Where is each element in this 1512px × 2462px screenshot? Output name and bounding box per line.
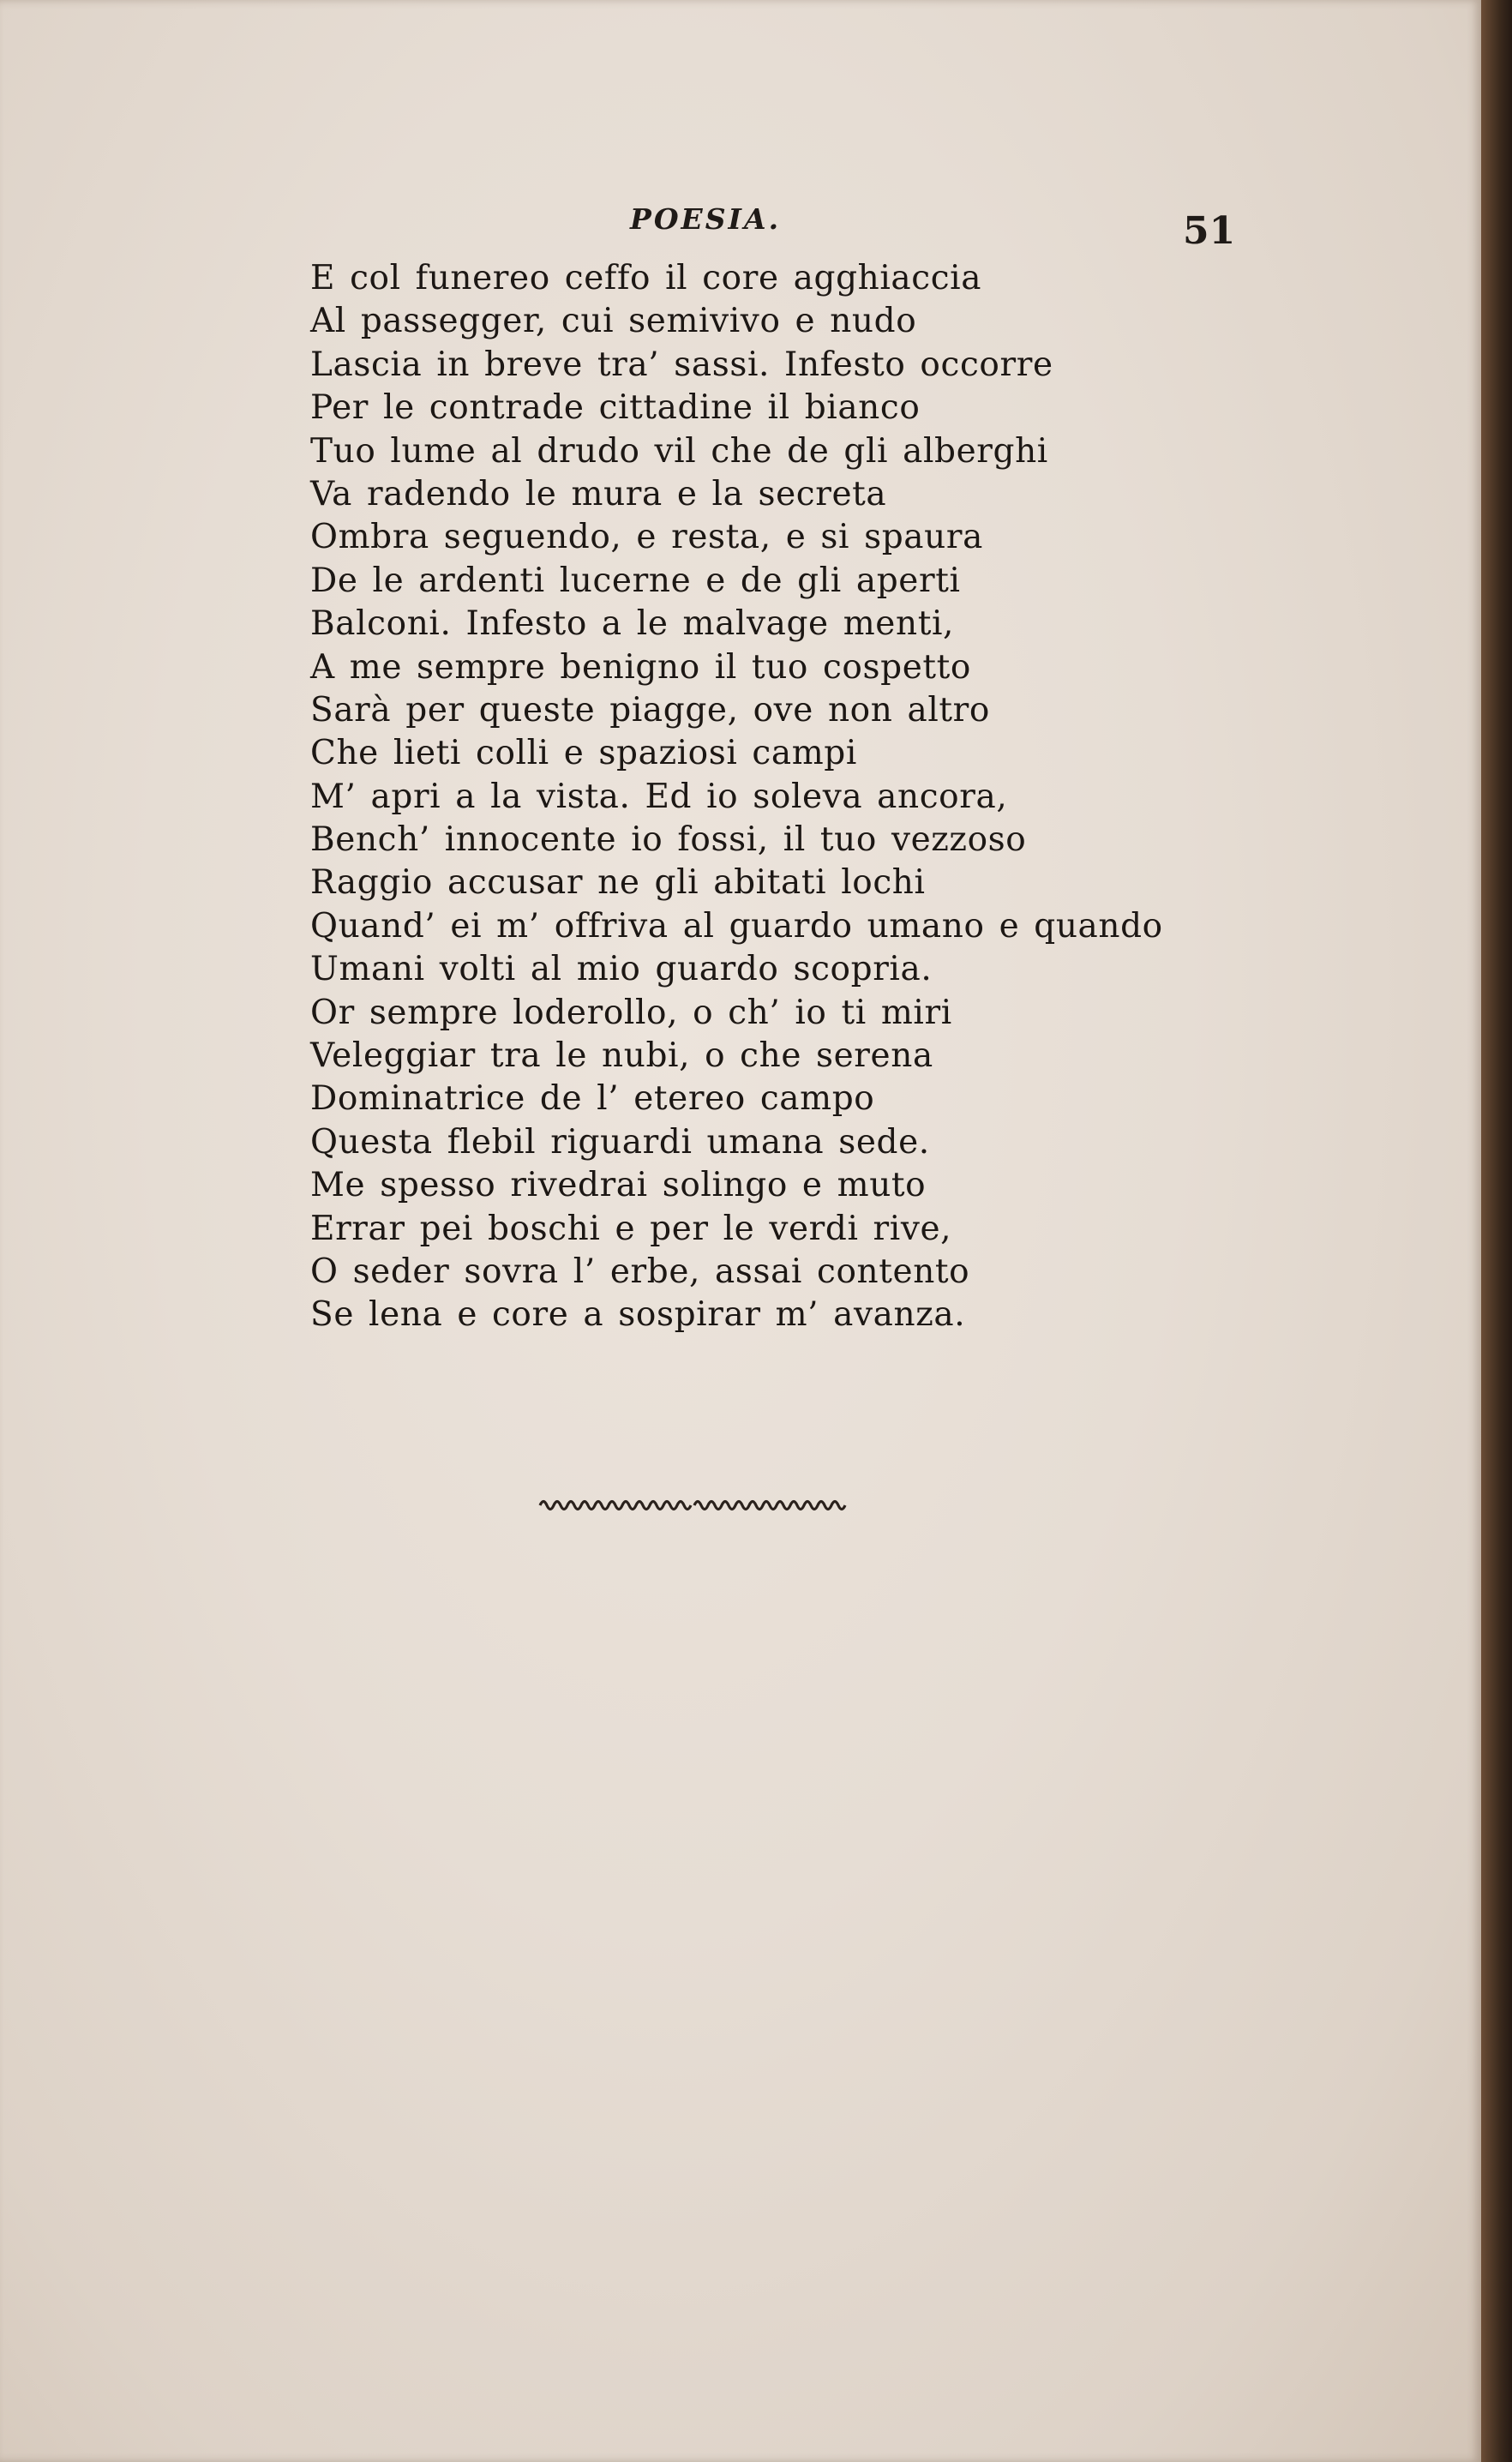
poem-text bbox=[310, 257, 1167, 1337]
poem-line: Errar pei boschi e per le verdi rive, bbox=[310, 1209, 952, 1248]
poem-line: Veleggiar tra le nubi, o che serena bbox=[310, 1036, 933, 1076]
poem-line: Questa flebil riguardi umana sede. bbox=[310, 1122, 930, 1162]
poem-line: Che lieti colli e spaziosi campi bbox=[310, 734, 857, 773]
poem-line: Balconi. Infesto a le malvage menti, bbox=[310, 604, 955, 644]
poem-line: Quand’ ei m’ offriva al guardo umano e quando bbox=[310, 906, 1163, 946]
poem-line: Me spesso rivedrai solingo e muto bbox=[310, 1166, 927, 1205]
book-binding-edge bbox=[1481, 0, 1512, 2462]
running-title: POESIA. bbox=[630, 202, 782, 236]
poem-line: Va radendo le mura e la secreta bbox=[310, 474, 887, 513]
page-number: 51 bbox=[1183, 209, 1236, 253]
poem-line: Or sempre loderollo, o ch’ io ti miri bbox=[310, 993, 952, 1032]
poem-line: Se lena e core a sospirar m’ avanza. bbox=[310, 1295, 966, 1335]
poem-line: M’ apri a la vista. Ed io soleva ancora, bbox=[310, 777, 1008, 816]
poem-line: Ombra seguendo, e resta, e si spaura bbox=[310, 518, 983, 557]
poem-line: Tuo lume al drudo vil che de gli alberghi bbox=[310, 431, 1048, 471]
poem-line: Umani volti al mio guardo scopria. bbox=[310, 950, 933, 989]
poem-line: A me sempre benigno il tuo cospetto bbox=[310, 647, 971, 687]
poem-line: Lascia in breve tra’ sassi. Infesto occorre bbox=[310, 345, 1053, 384]
poem-line: Dominatrice de l’ etereo campo bbox=[310, 1079, 875, 1119]
poem-line: Raggio accusar ne gli abitati lochi bbox=[310, 863, 926, 903]
poem-line: Sarà per queste piagge, ove non altro bbox=[310, 690, 990, 730]
poem-line: Al passegger, cui semivivo e nudo bbox=[310, 302, 917, 341]
poem-line: E col funereo ceffo il core agghiaccia bbox=[310, 259, 982, 297]
poem-line: Per le contrade cittadine il bianco bbox=[310, 388, 921, 428]
poem-line: Bench’ innocente io fossi, il tuo vezzoso bbox=[310, 820, 1027, 860]
poem-line: O seder sovra l’ erbe, assai contento bbox=[310, 1252, 970, 1291]
page-header bbox=[0, 199, 1481, 253]
poem-line: De le ardenti lucerne e de gli aperti bbox=[310, 561, 961, 600]
wavy-line-ornament-icon bbox=[538, 1495, 850, 1516]
